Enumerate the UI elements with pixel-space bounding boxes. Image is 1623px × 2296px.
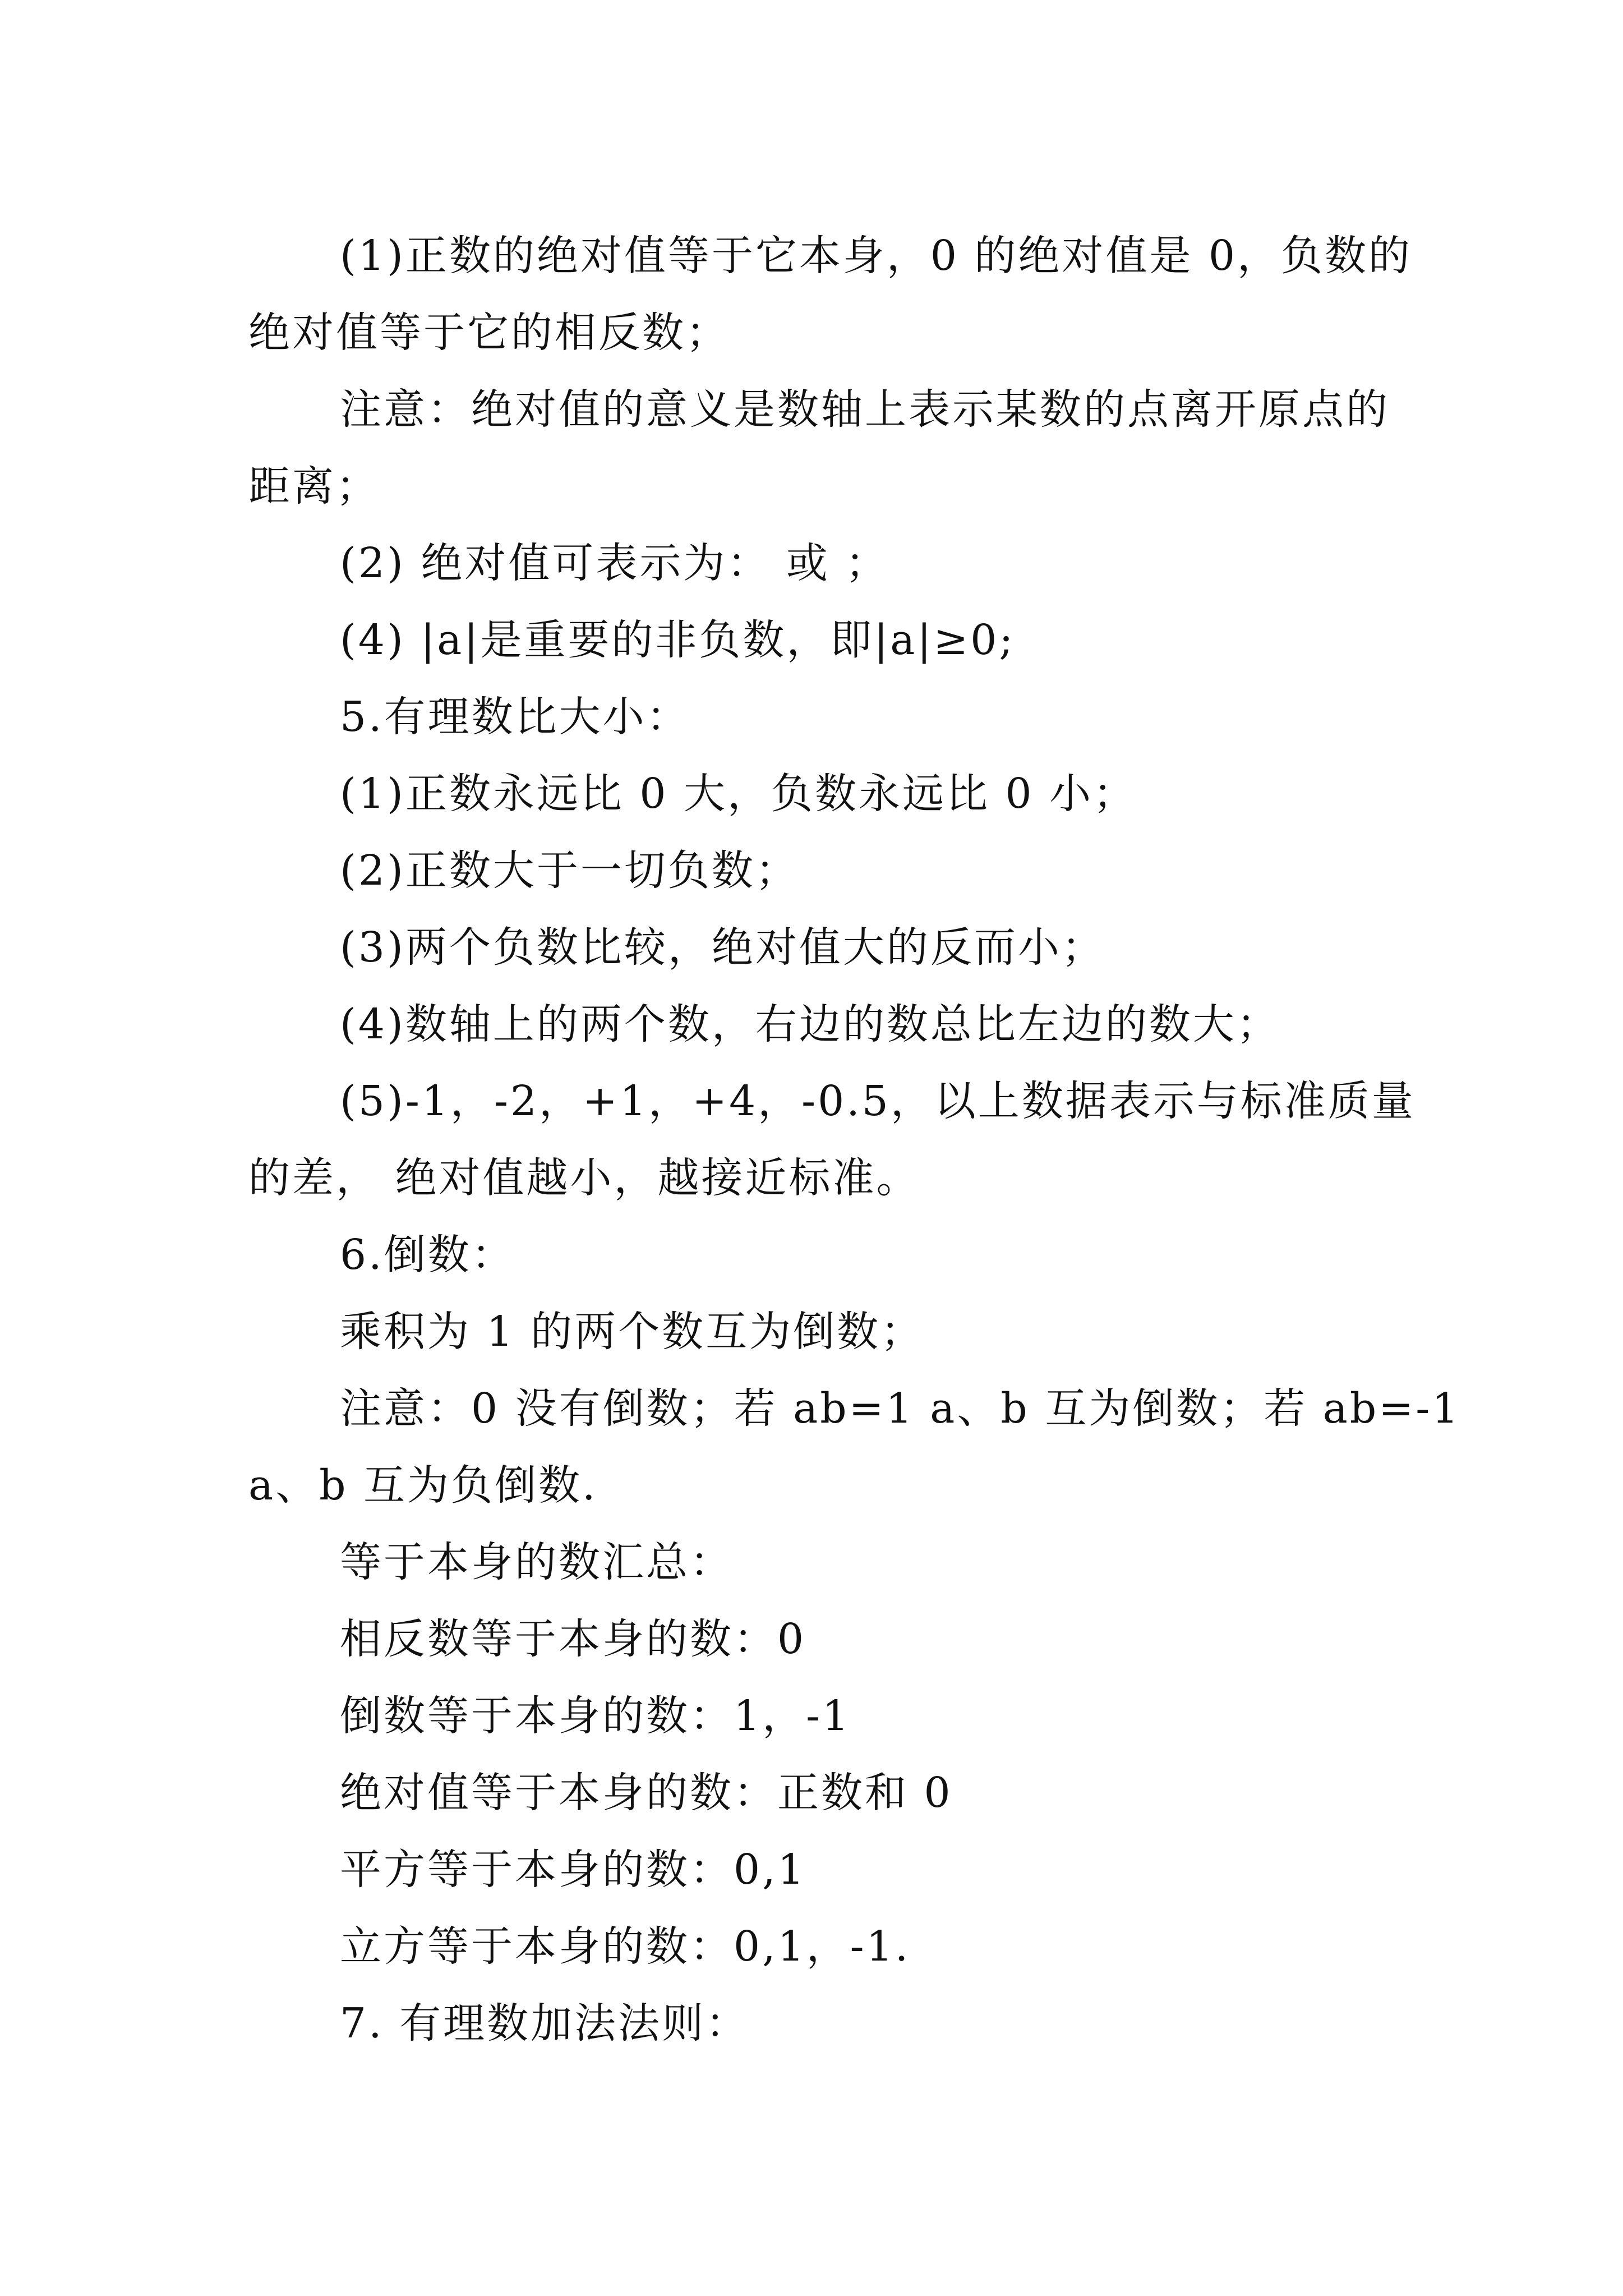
- text-line: 倒数等于本身的数：1，-1: [340, 1692, 851, 1740]
- text-line: 距离；: [248, 462, 380, 510]
- text-line: 注意：0 没有倒数；若 ab=1 a、b 互为倒数；若 ab=-1: [340, 1384, 1461, 1433]
- text-line: (2)正数大于一切负数；: [340, 846, 799, 895]
- text-line: (3)两个负数比较，绝对值大的反而小；: [340, 923, 1105, 972]
- text-line: (4)数轴上的两个数，右边的数总比左边的数大；: [340, 1000, 1280, 1048]
- text-line: (5)-1，-2，+1，+4，-0.5，以上数据表示与标准质量: [340, 1077, 1415, 1125]
- text-line: (1)正数永远比 0 大，负数永远比 0 小；: [340, 770, 1137, 818]
- text-line: 平方等于本身的数：0,1: [340, 1846, 806, 1894]
- text-line: 注意：绝对值的意义是数轴上表示某数的点离开原点的: [340, 385, 1390, 434]
- text-line: 立方等于本身的数：0,1，-1.: [340, 1922, 911, 1971]
- section-heading: 7. 有理数加法法则：: [340, 1999, 750, 2047]
- text-line: 的差， 绝对值越小，越接近标准。: [248, 1154, 920, 1202]
- text-line: (1)正数的绝对值等于它本身，0 的绝对值是 0，负数的: [340, 232, 1413, 280]
- text-line: 相反数等于本身的数：0: [340, 1615, 806, 1663]
- section-heading: 6.倒数：: [340, 1231, 515, 1279]
- text-line: (4) |a|是重要的非负数，即|a|≥0;: [340, 616, 1016, 664]
- text-line: 绝对值等于本身的数：正数和 0: [340, 1769, 953, 1817]
- text-line: 乘积为 1 的两个数互为倒数；: [340, 1308, 925, 1356]
- text-line: (2) 绝对值可表示为： 或 ；: [340, 539, 889, 587]
- document-body: [248, 218, 1461, 2062]
- text-line: 等于本身的数汇总：: [340, 1538, 734, 1586]
- text-line: 绝对值等于它的相反数；: [248, 309, 730, 357]
- text-line: a、b 互为负倒数.: [248, 1461, 598, 1510]
- section-heading: 5.有理数比大小：: [340, 693, 690, 741]
